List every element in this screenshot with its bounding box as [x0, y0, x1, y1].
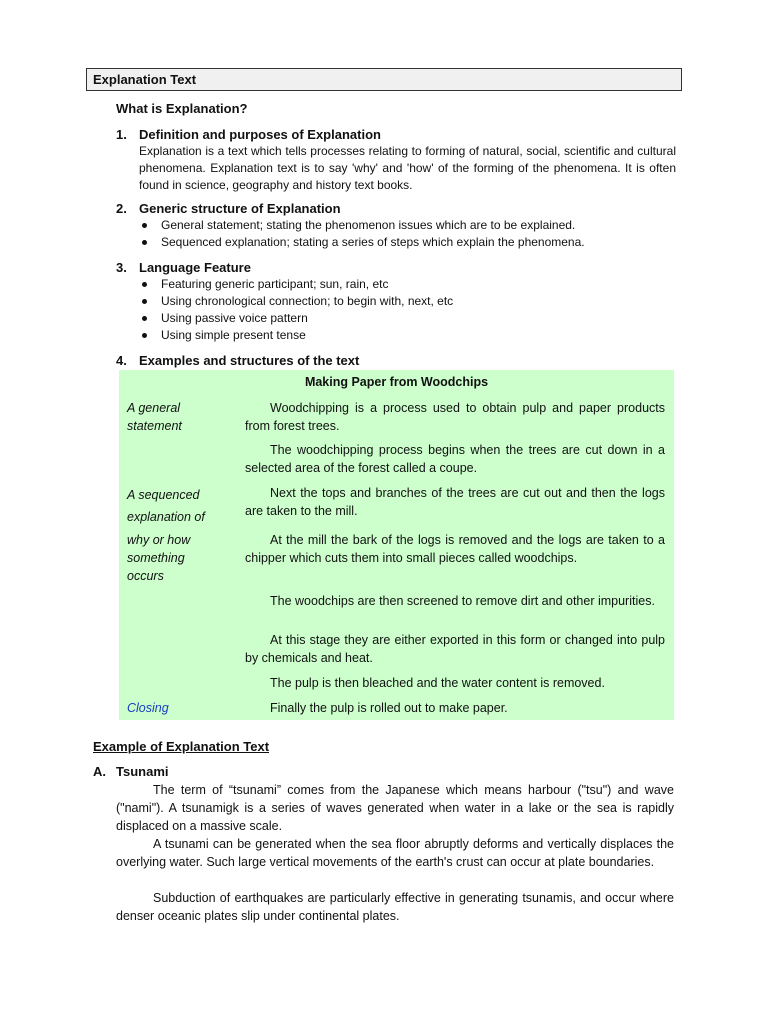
section-generic-structure	[116, 200, 676, 251]
label-line: explanation of	[127, 510, 205, 524]
section-heading	[116, 200, 676, 217]
section-title: Examples and structures of the text	[139, 353, 360, 368]
section-number: 1.	[116, 127, 127, 142]
definition-text: Explanation is a text which tells processes relating to forming of natural, social, scientific and cultural phenomena. Explanation text is to say 'why' and 'how' of the forming of the phenomena. It is often found in science, geography and history text books.	[139, 144, 676, 192]
example-structure-table	[119, 370, 674, 720]
bullet-list	[139, 276, 676, 344]
label-line: occurs	[127, 569, 164, 583]
example-paragraph: Next the tops and branches of the trees are cut out and then the logs are taken to the mill.	[245, 486, 665, 518]
example-paragraph: The woodchipping process begins when the trees are cut down in a selected area of the forest called a coupe.	[245, 443, 665, 475]
label-sequenced-explanation-cont	[127, 531, 190, 585]
section-title: Generic structure of Explanation	[139, 201, 341, 216]
section-heading	[116, 352, 676, 369]
list-item: Using simple present tense	[139, 327, 676, 344]
example-section-title: Example of Explanation Text	[93, 739, 270, 754]
label-line: A general	[127, 401, 181, 415]
section-title: Definition and purposes of Explanation	[139, 127, 381, 142]
list-item: Featuring generic participant; sun, rain, etc	[139, 276, 676, 293]
label-closing: Closing	[127, 701, 169, 715]
section-number: 2.	[116, 201, 127, 216]
example-paragraph: Woodchipping is a process used to obtain pulp and paper products from forest trees.	[245, 401, 665, 433]
label-sequenced-explanation	[127, 484, 205, 528]
example-paragraph: At the mill the bark of the logs is removed and the logs are taken to a chipper which cuts them into small pieces called woodchips.	[245, 533, 665, 565]
section-number: 3.	[116, 260, 127, 275]
example-title: Making Paper from Woodchips	[304, 375, 489, 389]
tsunami-paragraph: The term of “tsunami” comes from the Japanese which means harbour ("tsu") and wave ("nami"). A tsunamigk is a series of waves generated when water in a lake or the sea is rapidly displaced on a massive scale.	[116, 783, 674, 833]
section-language-feature	[116, 259, 676, 344]
item-title: Tsunami	[116, 764, 169, 779]
list-item: Using passive voice pattern	[139, 310, 676, 327]
label-general-statement	[127, 399, 182, 435]
section-definition	[116, 126, 676, 194]
intro-question: What is Explanation?	[116, 101, 248, 116]
bullet-list	[139, 217, 676, 251]
item-number: A.	[93, 764, 106, 779]
section-number: 4.	[116, 353, 127, 368]
list-item: Using chronological connection; to begin with, next, etc	[139, 293, 676, 310]
example-paragraph: At this stage they are either exported in this form or changed into pulp by chemicals and heat.	[245, 633, 665, 665]
example-paragraph: The woodchips are then screened to remove dirt and other impurities.	[270, 594, 655, 608]
list-item: Sequenced explanation; stating a series of steps which explain the phenomena.	[139, 234, 676, 251]
section-title: Language Feature	[139, 260, 251, 275]
document-title: Explanation Text	[93, 72, 197, 87]
section-examples	[116, 352, 676, 369]
label-line: why or how	[127, 533, 191, 547]
tsunami-paragraph: A tsunami can be generated when the sea floor abruptly deforms and vertically displaces the overlying water. Such large vertical movements of the earth's crust can occur at plate boundaries.	[116, 837, 674, 869]
example-paragraph: The pulp is then bleached and the water content is removed.	[270, 676, 605, 690]
tsunami-paragraph: Subduction of earthquakes are particularly effective in generating tsunamis, and occur where denser oceanic plates slip under continental plates.	[116, 891, 674, 923]
example-item-heading	[93, 764, 169, 779]
label-line: A sequenced	[127, 488, 200, 502]
label-line: statement	[127, 419, 182, 433]
section-heading	[116, 259, 676, 276]
document-title-box	[86, 68, 682, 91]
list-item: General statement; stating the phenomenon issues which are to be explained.	[139, 217, 676, 234]
label-line: something	[127, 551, 185, 565]
example-paragraph: Finally the pulp is rolled out to make paper.	[270, 701, 508, 715]
section-heading	[116, 126, 676, 143]
